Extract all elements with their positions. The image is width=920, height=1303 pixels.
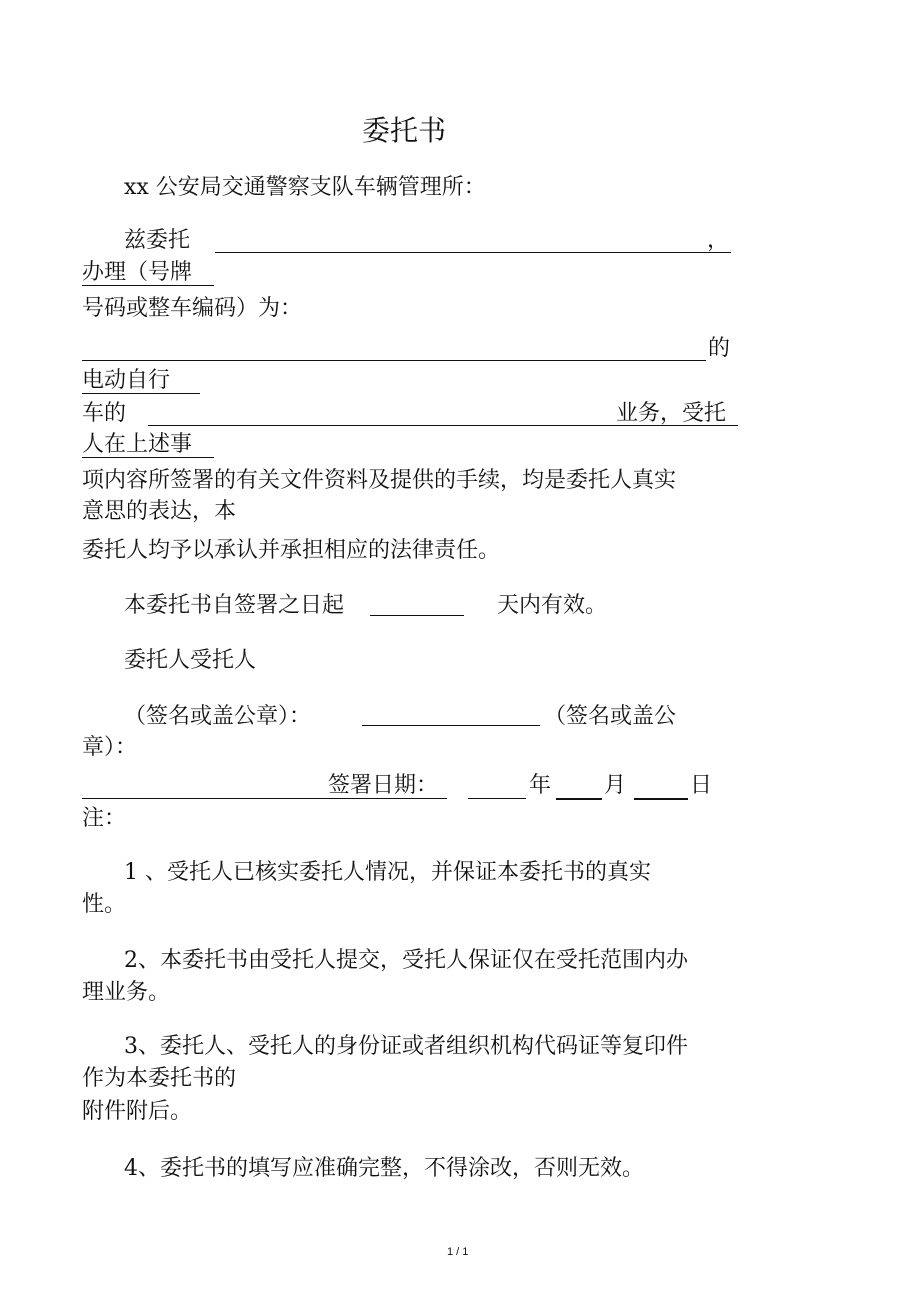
note-3-line1: 3、委托人、受托人的身份证或者组织机构代码证等复印件 — [124, 1034, 688, 1059]
para1-line7-underline — [82, 457, 214, 458]
parties-label: 委托人受托人 — [124, 648, 257, 673]
notes-label: 注： — [82, 806, 127, 831]
signature-blank[interactable] — [362, 725, 540, 726]
note-1-line1: 1 、受托人已核实委托人情况，并保证本委托书的真实 — [124, 860, 651, 885]
note-2-line2: 理业务。 — [82, 980, 171, 1005]
para1-line5-underline — [82, 393, 200, 394]
para1-line10: 委托人均予以承认并承担相应的法律责任。 — [82, 538, 501, 563]
signature-continued: 章）： — [82, 735, 138, 760]
validity-prefix: 本委托书自签署之日起 — [124, 593, 345, 618]
date-month-blank[interactable] — [556, 798, 602, 800]
para1-line7: 人在上述事 — [82, 432, 193, 457]
plate-number-blank[interactable] — [82, 360, 706, 361]
date-year-label: 年 — [529, 773, 552, 798]
note-1-line2: 性。 — [82, 892, 127, 917]
para1-line9: 意思的表达，本 — [82, 499, 237, 524]
para1-line1-comma: ， — [707, 228, 730, 253]
note-3-line3: 附件附后。 — [82, 1099, 193, 1124]
para1-line4-suffix: 的 — [708, 336, 731, 361]
date-day-blank[interactable] — [634, 798, 688, 800]
note-2-line1: 2、本委托书由受托人提交，受托人保证仅在受托范围内办 — [124, 948, 688, 973]
para1-line2-underline — [82, 285, 214, 286]
signature-left-label: （签名或盖公章）： — [124, 704, 312, 729]
para1-line8: 项内容所签署的有关文件资料及提供的手续，均是委托人真实 — [82, 468, 677, 493]
para1-line1-prefix: 兹委托 — [124, 228, 191, 253]
para1-line3: 号码或整车编码）为： — [82, 296, 303, 321]
validity-suffix: 天内有效。 — [497, 593, 608, 618]
date-label: 签署日期： — [328, 773, 439, 798]
para1-line6-suffix: 业务，受托 — [616, 401, 727, 426]
date-year-blank[interactable] — [468, 798, 526, 799]
note-4-line1: 4、委托书的填写应准确完整，不得涂改，否则无效。 — [124, 1156, 644, 1181]
page-title: 委托书 — [362, 114, 447, 147]
date-day-label: 日 — [690, 773, 713, 798]
trustee-name-blank[interactable] — [215, 252, 731, 253]
page-number: 1 / 1 — [447, 1246, 469, 1258]
para1-line5: 电动自行 — [82, 368, 171, 393]
para1-line2: 办理（号牌 — [82, 260, 193, 285]
addressee: xx 公安局交通警察支队车辆管理所： — [124, 175, 486, 200]
date-month-label: 月 — [604, 773, 627, 798]
para1-line6-prefix: 车的 — [82, 401, 127, 426]
note-3-line2: 作为本委托书的 — [82, 1066, 237, 1091]
date-left-blank[interactable] — [82, 798, 447, 799]
validity-days-blank[interactable] — [370, 615, 464, 616]
signature-right-label: （签名或盖公 — [544, 704, 677, 729]
